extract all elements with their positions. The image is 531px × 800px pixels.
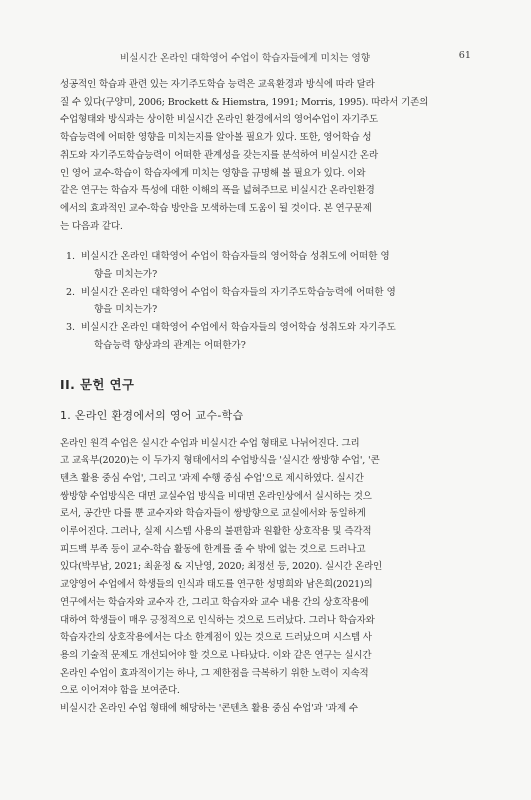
text-line: 에서의 효과적인 교수-학습 방안을 모색하는데 도움이 될 것이다. 본 연구문제 [60, 202, 372, 214]
question-number: 3. [66, 322, 76, 334]
research-question [60, 248, 473, 283]
text-line: 비실시간 온라인 수업 형태에 해당하는 '콘텐츠 활용 중심 수업'과 '과제 수 [60, 703, 358, 715]
body-paragraph [60, 435, 473, 718]
text-line: 교양영어 수업에서 학생들의 인식과 태도를 연구한 성명희와 남은희(2021)의 [60, 579, 373, 591]
text-line: 로서, 공간만 다를 뿐 교수자와 학습자들이 쌍방향으로 교실에서와 동일하게 [60, 508, 366, 520]
text-line: 대하여 학생들이 매우 긍정적으로 인식하는 것으로 드러났다. 그러나 학습자와 [60, 614, 375, 626]
text-line: 피드백 부족 등이 교수-학습 활동에 한계를 줄 수 밖에 없는 것으로 드러나고 [60, 543, 366, 555]
research-questions-list [60, 248, 473, 354]
research-question [60, 319, 473, 354]
page-number: 61 [458, 50, 471, 61]
text-line: 있다(박부남, 2021; 최윤정 & 지난영, 2020; 최정선 등, 2020). 실시간 온라인 [60, 561, 382, 573]
question-line: 비실시간 온라인 대학영어 수업이 학습자들의 영어학습 성취도에 어떠한 영 [81, 251, 390, 263]
research-question [60, 284, 473, 319]
text-line: 수업형태와 방식과는 상이한 비실시간 온라인 환경에서의 영어수업이 자기주도 [60, 114, 378, 126]
question-line: 비실시간 온라인 대학영어 수업에서 학습자들의 영어학습 성취도와 자기주도 [81, 322, 396, 334]
text-line: 텐츠 활용 중심 수업', 그리고 '과제 수행 중심 수업'으로 제시하였다. 실시간 [60, 472, 364, 484]
text-line: 질 수 있다(구양미, 2006; Brockett & Hiemstra, 1991; Morris, 1995). 따라서 기존의 [60, 96, 429, 108]
text-line: 연구에서는 학습자와 교수자 간, 그리고 학습자와 교수 내용 간의 상호작용에 [60, 596, 369, 608]
article-body [60, 76, 473, 718]
intro-paragraph [60, 76, 473, 235]
question-line: 비실시간 온라인 대학영어 수업이 학습자들의 자기주도학습능력에 어떠한 영 [81, 286, 396, 298]
text-line: 학습자간의 상호작용에서는 다소 한계점이 있는 것으로 드러났으며 시스템 사 [60, 632, 372, 644]
text-line: 인 영어 교수-학습이 학습자에게 미치는 영향을 규명해 볼 필요가 있다. 이와 [60, 167, 366, 179]
running-header [60, 50, 471, 66]
text-line: 취도와 자기주도학습능력이 어떠한 관계성을 갖는지를 분석하여 비실시간 온라 [60, 149, 378, 161]
text-line: 쌍방향 수업방식은 대면 교실수업 방식을 비대면 온라인상에서 실시하는 것으 [60, 490, 372, 502]
question-line: 학습능력 향상과의 관계는 어떠한가? [94, 339, 246, 351]
question-line: 향을 미치는가? [94, 304, 158, 316]
text-line: 이루어진다. 그러나, 실제 시스템 사용의 불편함과 원활한 상호작용 및 즉각적 [60, 526, 372, 538]
text-line: 온라인 수업이 효과적이기는 하나, 그 제한점을 극복하기 위한 노력이 지속적 [60, 667, 369, 679]
text-line: 고 교육부(2020)는 이 두가지 형태에서의 수업방식을 '실시간 쌍방향 수업', '콘 [60, 455, 380, 467]
section-heading: II. 문헌 연구 [60, 377, 135, 392]
running-title: 비실시간 온라인 대학영어 수업이 학습자들에게 미치는 영향 [120, 53, 370, 64]
text-line: 용의 기술적 문제도 개선되어야 할 것으로 나타났다. 이와 같은 연구는 실시간 [60, 649, 372, 661]
text-line: 온라인 원격 수업은 실시간 수업과 비실시간 수업 형태로 나뉘어진다. 그리 [60, 437, 360, 449]
text-line: 성공적인 학습과 관련 있는 자기주도학습 능력은 교육환경과 방식에 따라 달라 [60, 79, 375, 90]
text-line: 으로 이어져야 함을 보여준다. [60, 685, 180, 697]
question-number: 1. [66, 251, 76, 263]
text-line: 같은 연구는 학습자 특성에 대한 이해의 폭을 넓혀주므로 비실시간 온라인환경 [60, 185, 375, 197]
text-line: 는 다음과 같다. [60, 220, 123, 232]
text-line: 학습능력에 어떠한 영향을 미치는지를 알아볼 필요가 있다. 또한, 영어학습 성 [60, 132, 372, 144]
question-number: 2. [66, 286, 76, 298]
subsection-heading: 1. 온라인 환경에서의 영어 교수-학습 [60, 408, 244, 422]
question-line: 향을 미치는가? [94, 269, 158, 281]
